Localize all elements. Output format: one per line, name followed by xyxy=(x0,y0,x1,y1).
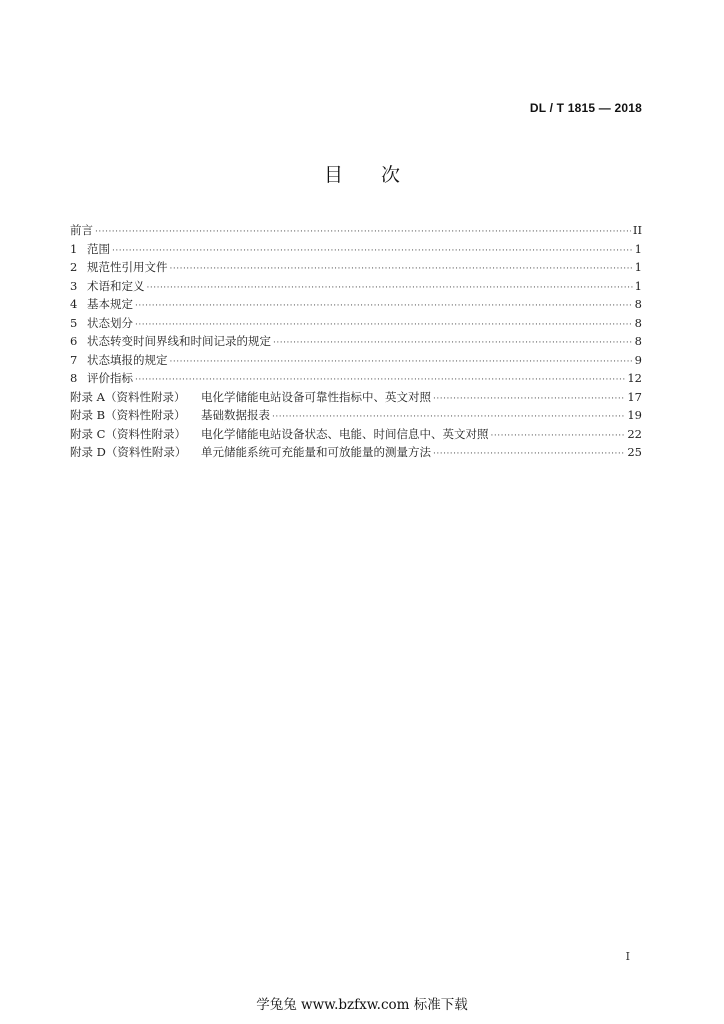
toc-entry-title: 评价指标 xyxy=(87,371,133,385)
toc-entry-8[interactable] xyxy=(70,369,642,388)
toc-entry-number: 2 xyxy=(70,260,78,274)
toc-entry-page: 1 xyxy=(634,241,642,256)
toc-entry-page: 9 xyxy=(634,352,642,367)
toc-entry-page: 19 xyxy=(627,408,642,422)
dot-leader xyxy=(491,427,626,446)
toc-entry-5[interactable] xyxy=(70,314,642,333)
toc-entry-number: 8 xyxy=(70,371,78,385)
toc-entry-number: 1 xyxy=(70,241,78,256)
toc-entry-3[interactable] xyxy=(70,277,642,296)
toc-entry-number: 7 xyxy=(70,352,78,367)
toc-entry-title: 基本规定 xyxy=(87,297,133,311)
toc-appendix-d[interactable] xyxy=(70,443,642,462)
dot-leader xyxy=(95,223,631,242)
toc-entry-page: 8 xyxy=(634,315,642,330)
toc-appendix-label: 附录 D（资料性附录） xyxy=(70,445,187,459)
toc-appendix-label: 附录 A（资料性附录） xyxy=(70,389,186,404)
toc-entry-page: 1 xyxy=(634,260,642,274)
toc-title xyxy=(0,160,724,187)
toc-entry-2[interactable] xyxy=(70,258,642,277)
toc-entry-number: 4 xyxy=(70,297,78,311)
dot-leader xyxy=(433,445,625,464)
toc-title-char-2: 次 xyxy=(381,164,401,186)
toc-title-char-1: 目 xyxy=(323,164,343,186)
toc-entry-1[interactable] xyxy=(70,240,642,259)
dot-leader xyxy=(433,390,625,409)
dot-leader xyxy=(170,353,633,372)
dot-leader xyxy=(135,297,633,316)
toc-entry-page: 8 xyxy=(634,297,642,311)
toc-entry-title: 电化学储能电站设备状态、电能、时间信息中、英文对照 xyxy=(201,426,489,441)
toc-entry-page: II xyxy=(632,223,642,237)
toc-entry-6[interactable] xyxy=(70,332,642,351)
toc-entry-number: 6 xyxy=(70,334,78,348)
toc-appendix-c[interactable] xyxy=(70,425,642,444)
page-number: I xyxy=(625,950,630,963)
dot-leader xyxy=(112,242,633,261)
toc-entry-title: 单元储能系统可充能量和可放能量的测量方法 xyxy=(201,445,431,459)
toc-entry-page: 25 xyxy=(627,445,642,459)
toc-entry-title: 术语和定义 xyxy=(87,278,145,293)
toc-entry-page: 22 xyxy=(627,426,642,441)
toc-appendix-label: 附录 C（资料性附录） xyxy=(70,426,186,441)
toc-entry-title: 电化学储能电站设备可靠性指标中、英文对照 xyxy=(201,389,431,404)
toc-entry-title: 基础数据报表 xyxy=(201,408,270,422)
toc-entry-title: 状态填报的规定 xyxy=(87,352,168,367)
toc-entry-number: 3 xyxy=(70,278,78,293)
toc-entry-title: 规范性引用文件 xyxy=(87,260,168,274)
toc-entry-preface[interactable] xyxy=(70,221,642,240)
toc-entry-7[interactable] xyxy=(70,351,642,370)
toc-entry-page: 12 xyxy=(627,371,642,385)
standard-code: DL / T 1815 — 2018 xyxy=(529,101,642,115)
toc-appendix-label: 附录 B（资料性附录） xyxy=(70,408,186,422)
toc-appendix-a[interactable] xyxy=(70,388,642,407)
dot-leader xyxy=(273,334,633,353)
dot-leader xyxy=(170,260,633,279)
toc-entry-number: 5 xyxy=(70,315,78,330)
table-of-contents xyxy=(70,221,642,462)
dot-leader xyxy=(147,279,633,298)
toc-entry-page: 17 xyxy=(627,389,642,404)
toc-entry-4[interactable] xyxy=(70,295,642,314)
footer-watermark: 学兔兔 www.bzfxw.com 标准下载 xyxy=(256,997,468,1013)
toc-entry-page: 8 xyxy=(634,334,642,348)
toc-entry-page: 1 xyxy=(634,278,642,293)
toc-entry-title: 状态划分 xyxy=(87,315,133,330)
toc-entry-title: 范围 xyxy=(87,241,110,256)
toc-entry-title: 前言 xyxy=(70,223,93,237)
toc-entry-title: 状态转变时间界线和时间记录的规定 xyxy=(87,334,271,348)
toc-appendix-b[interactable] xyxy=(70,406,642,425)
